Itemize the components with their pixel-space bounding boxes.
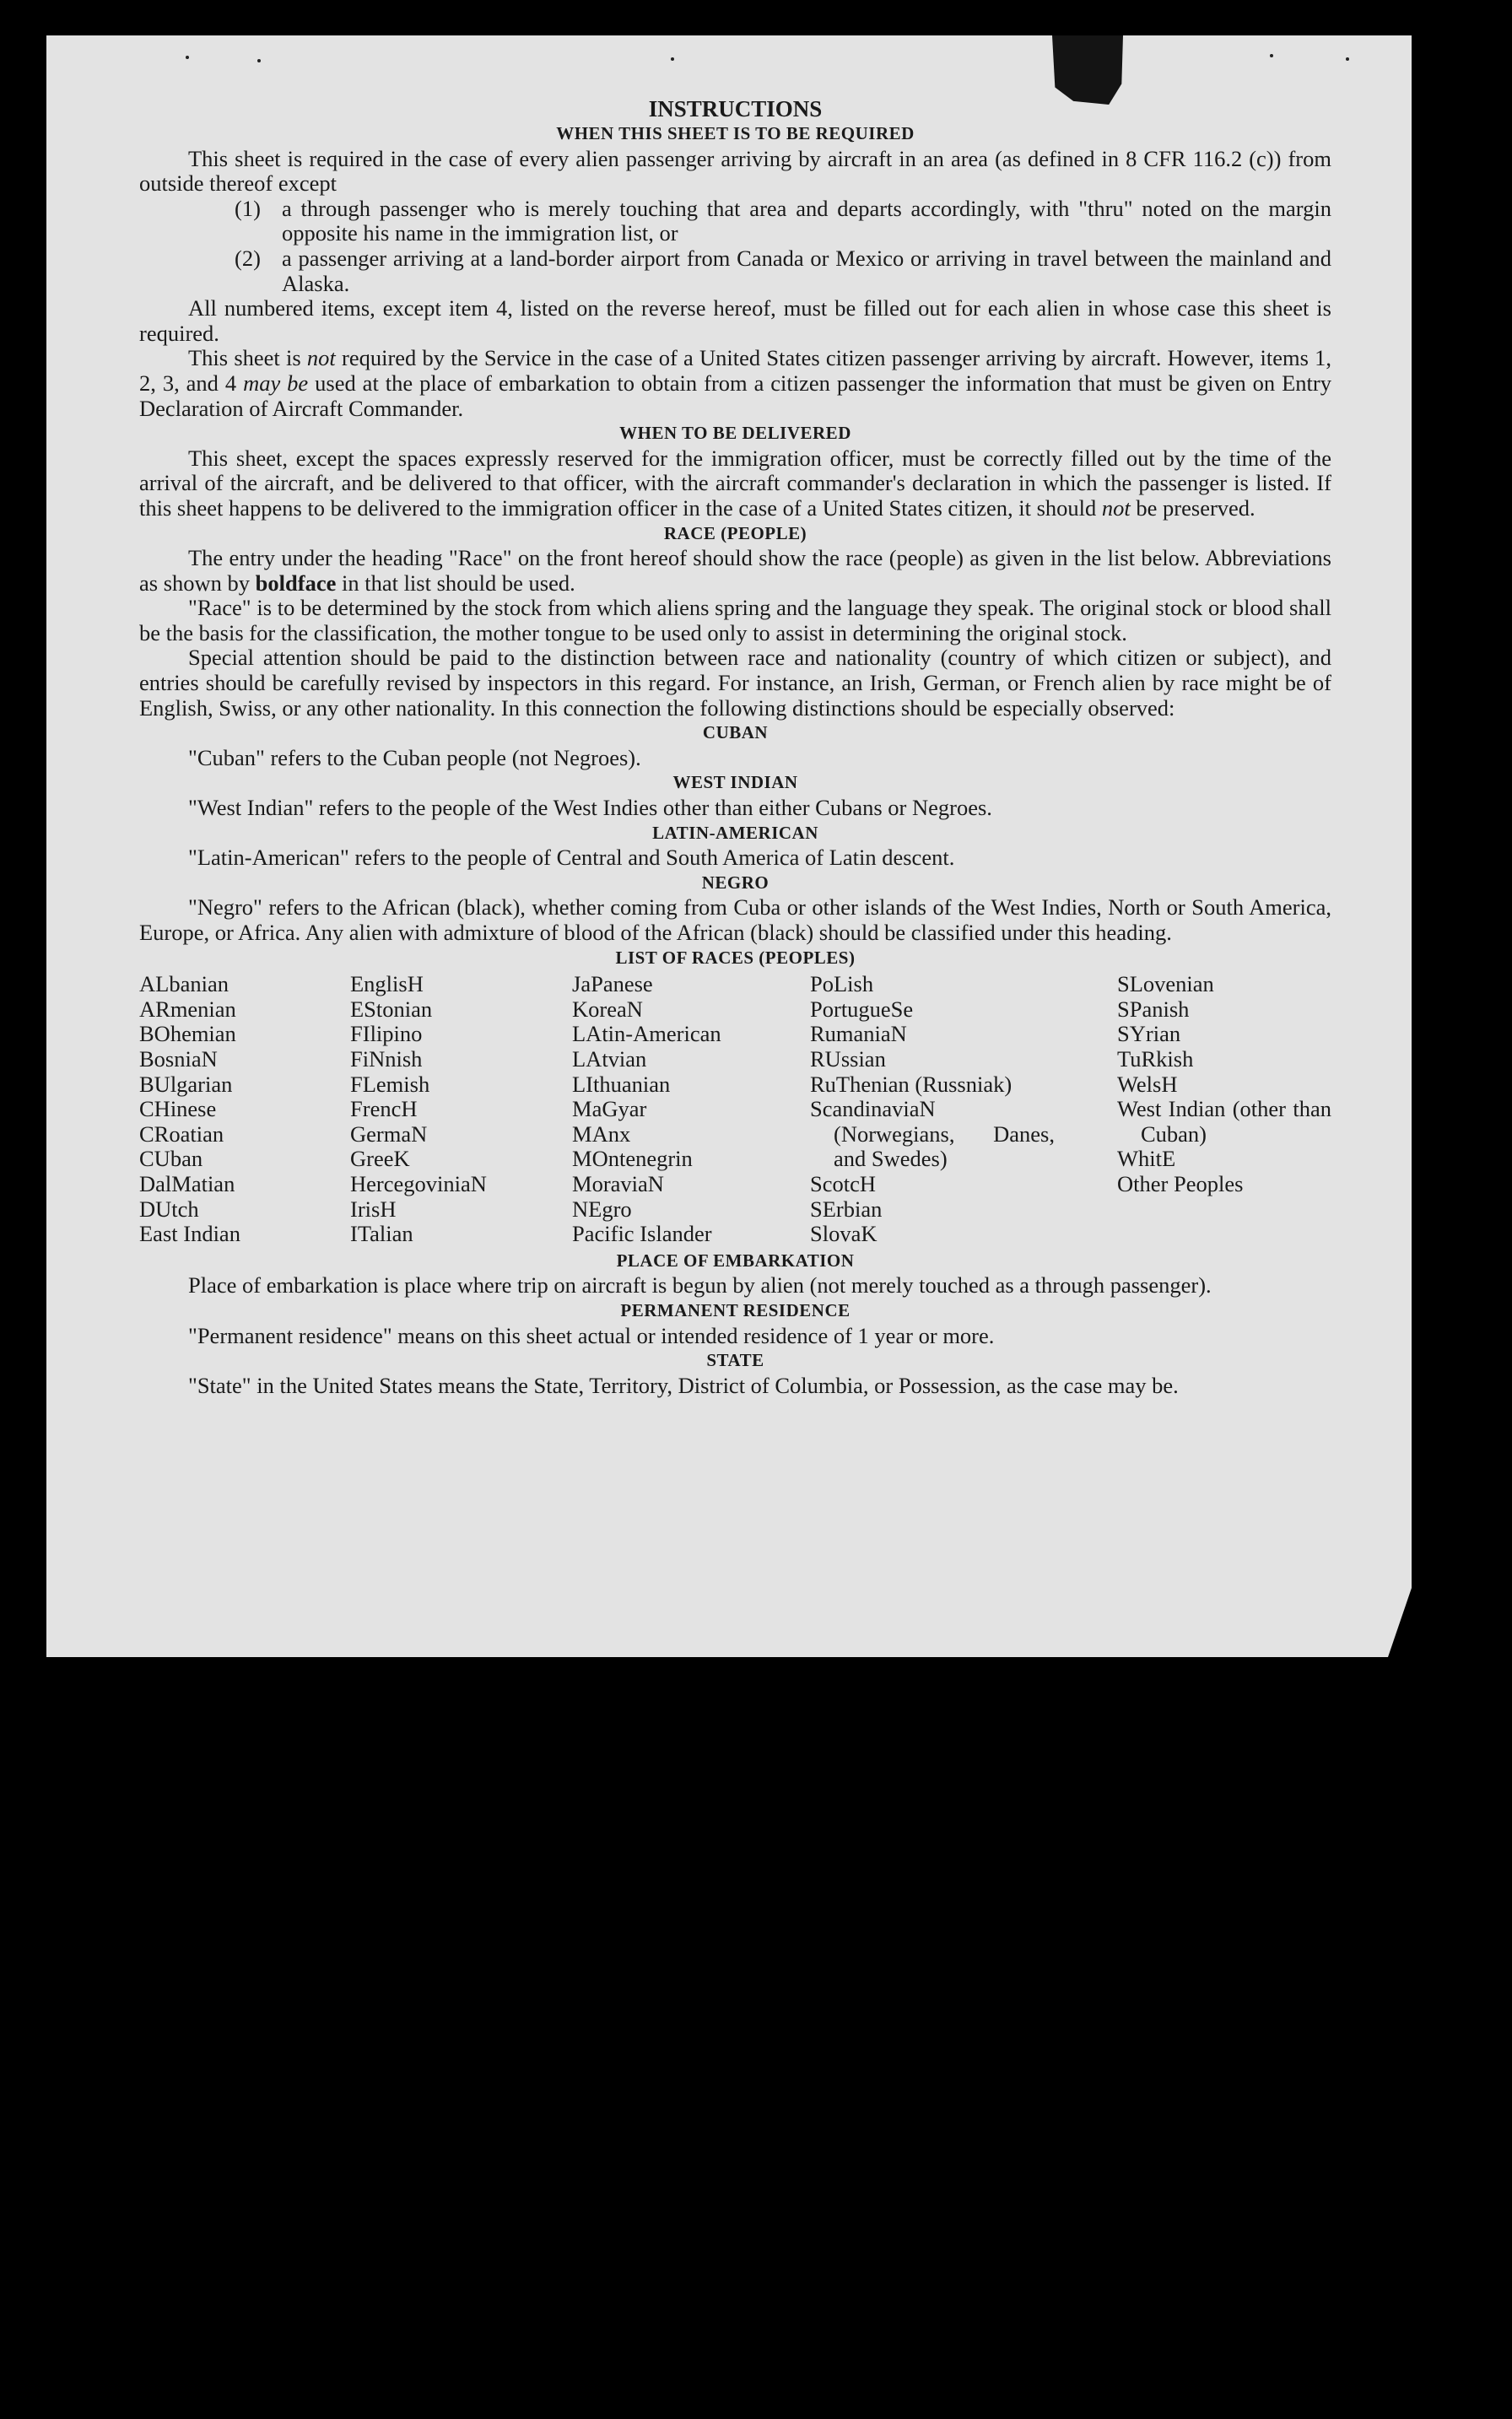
paragraph-state: "State" in the United States means the State, Territory, District of Columbia, or Possession, as the case may be. (188, 1372, 1179, 1398)
paragraph-west-indian: "West Indian" refers to the people of the West Indies other than either Cubans or Negroes. (188, 795, 992, 821)
race-list-item: FIlipino (350, 1021, 423, 1047)
race-list-item: LAtin-American (572, 1021, 721, 1047)
race-list-item: LIthuanian (572, 1071, 671, 1097)
paragraph-latin-american: "Latin-American" refers to the people of Central and South America of Latin descent. (188, 845, 955, 871)
race-list-item: East Indian (139, 1221, 240, 1247)
race-list-item: DUtch (139, 1196, 199, 1222)
text-run: in that list should be used. (336, 570, 575, 596)
race-list-item: KoreaN (572, 996, 643, 1022)
section-heading-race: RACE (PEOPLE) (663, 522, 807, 543)
fold-mark (1052, 35, 1123, 105)
race-list-item: BUlgarian (139, 1071, 233, 1097)
exception-item (139, 246, 1331, 296)
race-list-item: WelsH (1117, 1071, 1178, 1097)
race-list-item: JaPanese (572, 971, 653, 997)
paragraph-when-required-intro: This sheet is required in the case of every alien passenger arriving by aircraft in an area (as defined in 8 CFR 116.2 (c)) from outside thereof except (139, 145, 1331, 197)
race-list-item: GermaN (350, 1120, 428, 1147)
race-list-item: RuThenian (Russniak) (810, 1071, 1012, 1097)
race-list-item: PoLish (810, 971, 874, 997)
section-heading-west-indian: WEST INDIAN (672, 772, 798, 793)
section-heading-negro: NEGRO (701, 872, 770, 893)
exception-text: a through passenger who is merely touching that area and departs accordingly, with "thru" noted on the margin opposite his name in the immigration list, or (282, 195, 1331, 246)
race-list-item: GreeK (350, 1146, 410, 1172)
emphasis-not: not (1101, 494, 1131, 521)
exception-text: a passenger arriving at a land-border airport from Canada or Mexico or arriving in travel between the mainland and Alaska. (282, 245, 1331, 296)
paragraph-race-nationality: Special attention should be paid to the distinction between race and nationality (country of which citizen or subject), and entries should be carefully revised by inspectors in this regard. For instance, an Irish, German, or French alien by race might be of English, Swiss, or any other nationality. In this connection the following distinctions should be especially observed: (139, 645, 1331, 721)
race-list (139, 972, 1331, 1247)
race-list-item: Other Peoples (1117, 1170, 1244, 1196)
exception-item (139, 197, 1331, 246)
race-list-item: ALbanian (139, 971, 229, 997)
race-list-item: ITalian (350, 1221, 413, 1247)
speck (186, 56, 189, 59)
race-list-item: TuRkish (1117, 1045, 1194, 1072)
race-list-item: DalMatian (139, 1170, 235, 1196)
race-list-item: SPanish (1117, 996, 1190, 1022)
race-list-item: SLovenian (1117, 971, 1214, 997)
text-run: This sheet is (188, 345, 307, 371)
race-list-item: CRoatian (139, 1120, 224, 1147)
race-list-column (139, 972, 350, 1247)
text-run: The entry under the heading "Race" on the front hereof should show the race (people) as given in the list below. Abbreviations as shown by (139, 545, 1331, 596)
race-list-item: FiNnish (350, 1045, 423, 1072)
race-list-item: West Indian (other than Cuban) (1117, 1096, 1331, 1147)
race-list-item: HercegoviniaN (350, 1170, 487, 1196)
torn-corner (1388, 1588, 1412, 1657)
race-list-item: CHinese (139, 1096, 217, 1122)
race-list-item: ScotcH (810, 1170, 877, 1196)
emphasis-not: not (306, 345, 336, 371)
race-list-item: BOhemian (139, 1021, 236, 1047)
section-heading-when-required: WHEN THIS SHEET IS TO BE REQUIRED (556, 123, 915, 143)
exception-number: (2) (235, 245, 261, 271)
race-list-item: RumaniaN (810, 1021, 907, 1047)
race-list-column (572, 972, 810, 1247)
race-list-item: LAtvian (572, 1045, 647, 1072)
paragraph-when-delivered (139, 446, 1331, 521)
race-list-item: ARmenian (139, 996, 236, 1022)
race-list-item: ScandinaviaN (Norwegians, Danes, and Swedes) (810, 1096, 1055, 1172)
race-list-item: PortugueSe (810, 996, 914, 1022)
section-heading-cuban: CUBAN (702, 722, 769, 743)
emphasis-may-be: may be (243, 370, 309, 396)
section-heading-list-of-races: LIST OF RACES (PEOPLES) (615, 947, 856, 968)
race-list-item: EnglisH (350, 971, 424, 997)
race-list-column (350, 972, 572, 1247)
speck (1270, 54, 1273, 57)
race-list-item: SYrian (1117, 1021, 1181, 1047)
race-list-column (810, 972, 1055, 1247)
paragraph-cuban: "Cuban" refers to the Cuban people (not Negroes). (188, 744, 641, 770)
paragraph-negro: "Negro" refers to the African (black), whether coming from Cuba or other islands of the West Indies, North or South America, Europe, or Africa. Any alien with admixture of blood of the African (black) should be classified under this heading. (139, 894, 1331, 945)
text-run: This sheet, except the spaces expressly reserved for the immigration officer, must be correctly filled out by the time of the arrival of the aircraft, and be delivered to that officer, with the aircraft commander's declaration in which the passenger is listed. If this sheet happens to be delivered to the immigration officer in the case of a United States citizen, it should (139, 445, 1331, 521)
race-list-item: FLemish (350, 1071, 430, 1097)
section-heading-latin-american: LATIN-AMERICAN (652, 822, 818, 843)
race-list-item: SErbian (810, 1196, 883, 1222)
race-list-item: CUban (139, 1146, 203, 1172)
text-run: used at the place of embarkation to obtain from a citizen passenger the information that must be given on Entry Declaration of Aircraft Commander. (139, 370, 1331, 421)
paragraph-race-definition: "Race" is to be determined by the stock from which aliens spring and the language they speak. The original stock or blood shall be the basis for the classification, the mother tongue to be used only to assist in determining the original stock. (139, 595, 1331, 645)
section-heading-when-delivered: WHEN TO BE DELIVERED (619, 423, 851, 444)
text-run: required by the Service in the case of a United States citizen passenger arriving by aircraft. However, items 1, 2, 3, and 4 (139, 345, 1331, 396)
race-list-item: MAnx (572, 1120, 631, 1147)
race-list-item: RUssian (810, 1045, 886, 1072)
paragraph-residence: "Permanent residence" means on this sheet actual or intended residence of 1 year or more. (188, 1322, 995, 1348)
document-title: INSTRUCTIONS (648, 96, 823, 121)
paragraph-numbered-items: All numbered items, except item 4, listed on the reverse hereof, must be filled out for each alien in whose case this sheet is required. (139, 295, 1331, 346)
exception-number: (1) (235, 195, 261, 221)
race-list-item: Pacific Islander (572, 1221, 712, 1247)
race-list-item: MaGyar (572, 1096, 647, 1122)
text-run: be preserved. (1130, 494, 1256, 521)
race-list-item: NEgro (572, 1196, 632, 1222)
race-list-item: FrencH (350, 1096, 418, 1122)
speck (671, 57, 674, 61)
race-list-item: IrisH (350, 1196, 397, 1222)
race-list-item: BosniaN (139, 1045, 218, 1072)
paragraph-race-entry (139, 546, 1331, 596)
race-list-item: MoraviaN (572, 1170, 664, 1196)
paragraph-embarkation: Place of embarkation is place where trip on aircraft is begun by alien (not merely touched as a through passenger). (188, 1272, 1212, 1299)
speck (1346, 57, 1349, 61)
speck (257, 59, 261, 62)
section-heading-residence: PERMANENT RESIDENCE (620, 1299, 850, 1320)
section-heading-embarkation: PLACE OF EMBARKATION (616, 1250, 855, 1271)
section-heading-state: STATE (706, 1350, 764, 1371)
race-list-item: MOntenegrin (572, 1146, 693, 1172)
race-list-item: WhitE (1117, 1146, 1176, 1172)
race-list-column (1117, 972, 1331, 1247)
paragraph-citizen (139, 346, 1331, 421)
emphasis-boldface: boldface (255, 570, 337, 596)
instruction-sheet (46, 35, 1412, 1657)
race-list-item: SlovaK (810, 1221, 878, 1247)
race-list-item: EStonian (350, 996, 433, 1022)
